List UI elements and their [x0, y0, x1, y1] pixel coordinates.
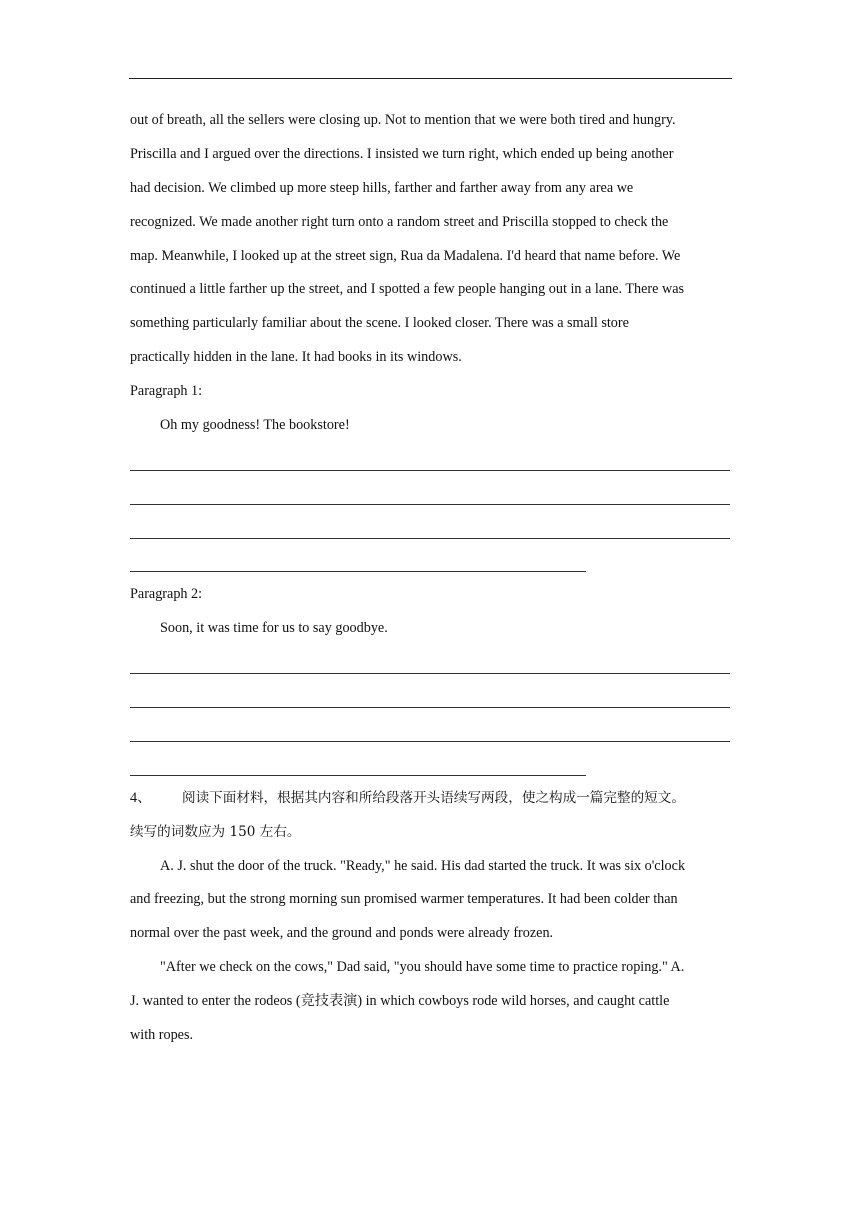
paragraph-2-label: Paragraph 2: — [130, 586, 203, 603]
answer-blank-line[interactable] — [130, 477, 732, 511]
answer-blank-line[interactable] — [130, 511, 732, 545]
header-rule — [129, 78, 732, 79]
paragraph-1-opening: Oh my goodness! The bookstore! — [160, 417, 350, 434]
passage-line: "After we check on the cows," Dad said, "you should have some time to practice roping." A. — [160, 959, 685, 976]
question-4-instruction-text: 阅读下面材料，根据其内容和所给段落开头语续写两段，使之构成一篇完整的短文。 — [182, 789, 685, 806]
passage-line: out of breath, all the sellers were closing up. Not to mention that we were both tired and hungry. — [130, 112, 676, 128]
passage-line: recognized. We made another right turn onto a random street and Priscilla stopped to check the — [130, 213, 669, 230]
passage-line: Priscilla and I argued over the directions. I insisted we turn right, which ended up being another — [130, 145, 674, 162]
passage-line: normal over the past week, and the ground and ponds were already frozen. — [130, 925, 554, 942]
paragraph-2-opening: Soon, it was time for us to say goodbye. — [160, 620, 388, 637]
passage-line: had decision. We climbed up more steep hills, farther and farther away from any area we — [130, 179, 634, 196]
passage-line: with ropes. — [130, 1027, 194, 1044]
answer-blank-line[interactable] — [130, 680, 732, 714]
passage-line: something particularly familiar about the scene. I looked closer. There was a small store — [130, 315, 629, 332]
answer-blank-line[interactable] — [130, 646, 732, 680]
passage-line: J. wanted to enter the rodeos (竞技表演) in which cowboys rode wild horses, and caught cattle — [130, 993, 670, 1010]
question-number: 4、 — [130, 789, 152, 806]
passage-line: map. Meanwhile, I looked up at the street sign, Rua da Madalena. I'd heard that name before. We — [130, 247, 681, 264]
passage-line: A. J. shut the door of the truck. "Ready," he said. His dad started the truck. It was six o'clock — [160, 857, 686, 874]
passage-line: continued a little farther up the street, and I spotted a few people hanging out in a lane. There was — [130, 281, 685, 298]
document-body — [130, 104, 732, 1053]
paragraph-1-label: Paragraph 1: — [130, 383, 203, 400]
passage-line: and freezing, but the strong morning sun promised warmer temperatures. It had been colder than — [130, 891, 678, 908]
answer-blank-line[interactable] — [130, 545, 732, 579]
answer-blank-line[interactable] — [130, 714, 732, 748]
answer-blank-line[interactable] — [130, 443, 732, 477]
passage-line: practically hidden in the lane. It had books in its windows. — [130, 349, 462, 366]
answer-blank-line[interactable] — [130, 748, 732, 782]
question-4-instruction — [130, 782, 732, 816]
question-4-word-count: 续写的词数应为 150 左右。 — [130, 823, 301, 840]
